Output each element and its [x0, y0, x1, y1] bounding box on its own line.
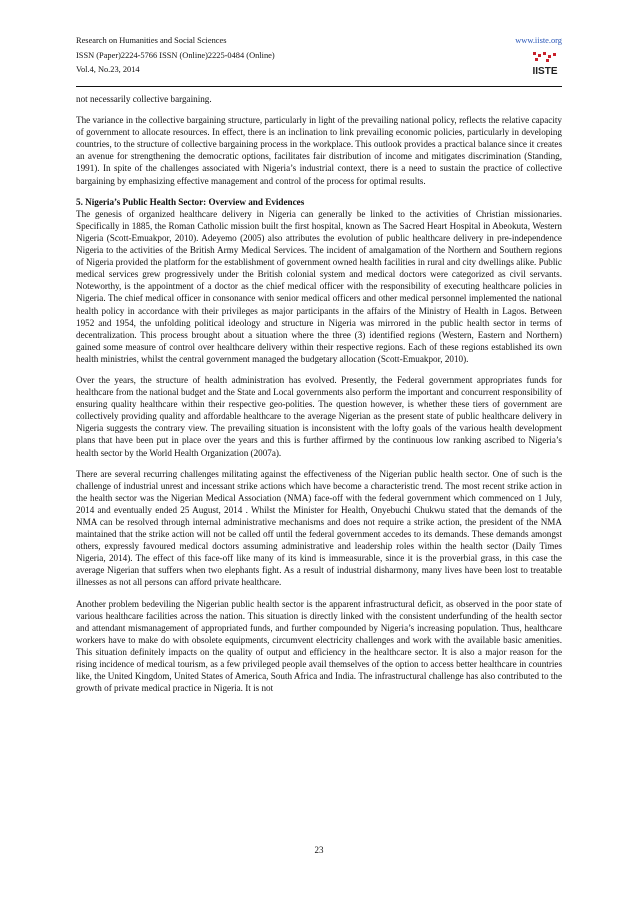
paragraph-collective-bargaining: The variance in the collective bargaining structure, particularly in light of the prevailing national policy, reflects the relative capacity of government to allocate resources. In effect, there is an inclination to link prevailing economic policies, particularly in developing countries, to the structure of collective bargaining process in the workplace. This outlook provides a practical balance since it creates an avenue for strengthening the democratic options, facilitates fair distribution of income and mitigates discrimination (Standing, 1991). In spite of the challenges associated with Nigeria’s industrial context, there is a need to sustain the practice of collective bargaining by emphasizing effective management and control of the process for optimal results.: [76, 115, 562, 186]
paragraph-continuation: not necessarily collective bargaining.: [76, 94, 212, 104]
section-heading: 5. Nigeria’s Public Health Sector: Overview and Evidences: [76, 196, 305, 207]
journal-title: Research on Humanities and Social Sciences: [76, 36, 227, 45]
issn-line: ISSN (Paper)2224-5766 ISSN (Online)2225-0484 (Online): [76, 50, 275, 60]
paragraph-structure: Over the years, the structure of health administration has evolved. Presently, the Federal government appropriates funds for healthcare from the national budget and the State and Local governments also perform the important and concurrent responsibility of ensuring quality healthcare within their respective geo-polities. The question however, is whether these tiers of government are collectively providing quality and affordable healthcare to the average Nigerian as the present state of public healthcare delivery in Nigeria suggests the contrary view. The prevailing situation is inconsistent with the lofty goals of the various health development plans that have been put in place over the years and this is further affirmed by the continuous low ranking ascribed to Nigeria’s health sector by the World Health Organization (2007a).: [76, 374, 562, 458]
paragraph-challenges: There are several recurring challenges militating against the effectiveness of the Nigerian public health sector. One of such is the challenge of industrial unrest and incessant strike actions which have become a characteristic trend. The most recent strike action in the health sector was the Nigerian Medical Association (NMA) face-off with the federal government which commenced on 1 July, 2014 and eventually ended 25 August, 2014 . Whilst the Minister for Health, Onyebuchi Chukwu stated that the demands of the NMA can be resolved through internal administrative mechanisms and does not require a strike action, the president of the NMA maintained that the strike action will not be called off until the federal government accedes to its demands. These demands amongst others, expressly favoured medical doctors assuming administrative and leadership roles within the health sector (Daily Times Nigeria, 2014). The effect of this face-off like many of its kind is immeasurable, since it is the proverbial grass, in this case the average Nigerian that suffers when two elephants fight. As a result of industrial disharmony, many lives have been lost to treatable illnesses as not all persons can afford private healthcare.: [76, 468, 562, 588]
page-header: [76, 34, 562, 94]
article-body: [76, 93, 562, 703]
paragraph-infrastructure: Another problem bedeviling the Nigerian public health sector is the apparent infrastructural deficit, as observed in the poor state of various healthcare facilities across the nation. This situation is directly linked with the consistent underfunding of the health sector and attendant mismanagement of appropriated funds, and further compounded by Nigeria’s increasing population. Thus, healthcare workers have to make do with obsolete equipments, circumvent electricity challenges and work with the available basic amenities. This situation definitely impacts on the quality of output and efficiency in the healthcare sector. It is also a major reason for the rising incidence of medical tourism, as a few privileged people avail themselves of the option to access better healthcare in countries like, the United Kingdom, United States of America, South Africa and India. The infrastructural challenge has also contributed to the growth of private medical practice in Nigeria. It is not: [76, 598, 562, 694]
logo-wordmark: IISTE: [532, 66, 558, 77]
paragraph-genesis: The genesis of organized healthcare delivery in Nigeria can generally be linked to the activities of Christian missionaries. Specifically in 1885, the Roman Catholic mission built the first hospital, known as The Sacred Heart Hospital in Abeokuta, Western Nigeria (Scott-Emuakpor, 2010). Adeyemo (2005) also attributes the evolution of public healthcare delivery in pre-independence Nigeria to the activities of the British Army Medical Services. The incident of amalgamation of the Northern and Southern regions of Nigeria provided the platform for the establishment of government owned health facilities in rural and city dwellings alike. Public medical services grew progressively under the British colonial system and medical doctors were categorized as civil servants. Noteworthy, is the appointment of a doctor as the chief medical officer with the responsibility of executing healthcare policies in Nigeria. The chief medical officer in consonance with senior medical officers and other medical personnel implemented the national health policy in accordance with their privileges as major participants in the affairs of the Ministry of Health in Lagos. Between 1952 and 1954, the unfolding political ideology and structure in Nigeria was mirrored in the public health sector in terms of decentralization. This process brought about a situation where the three (3) identified regions (Western, Eastern and Northern) gained some measure of control over healthcare delivery within their respective regions. Each of these regions established its own health ministries, whilst the central government managed the budgetary allocation (Scott-Emuakpor, 2010).: [76, 208, 562, 364]
volume-line: Vol.4, No.23, 2014: [76, 65, 140, 74]
journal-website-link[interactable]: www.iiste.org: [515, 36, 562, 45]
iiste-logo-icon: [530, 50, 560, 77]
page-number: 23: [314, 845, 324, 855]
header-divider: [76, 86, 562, 87]
